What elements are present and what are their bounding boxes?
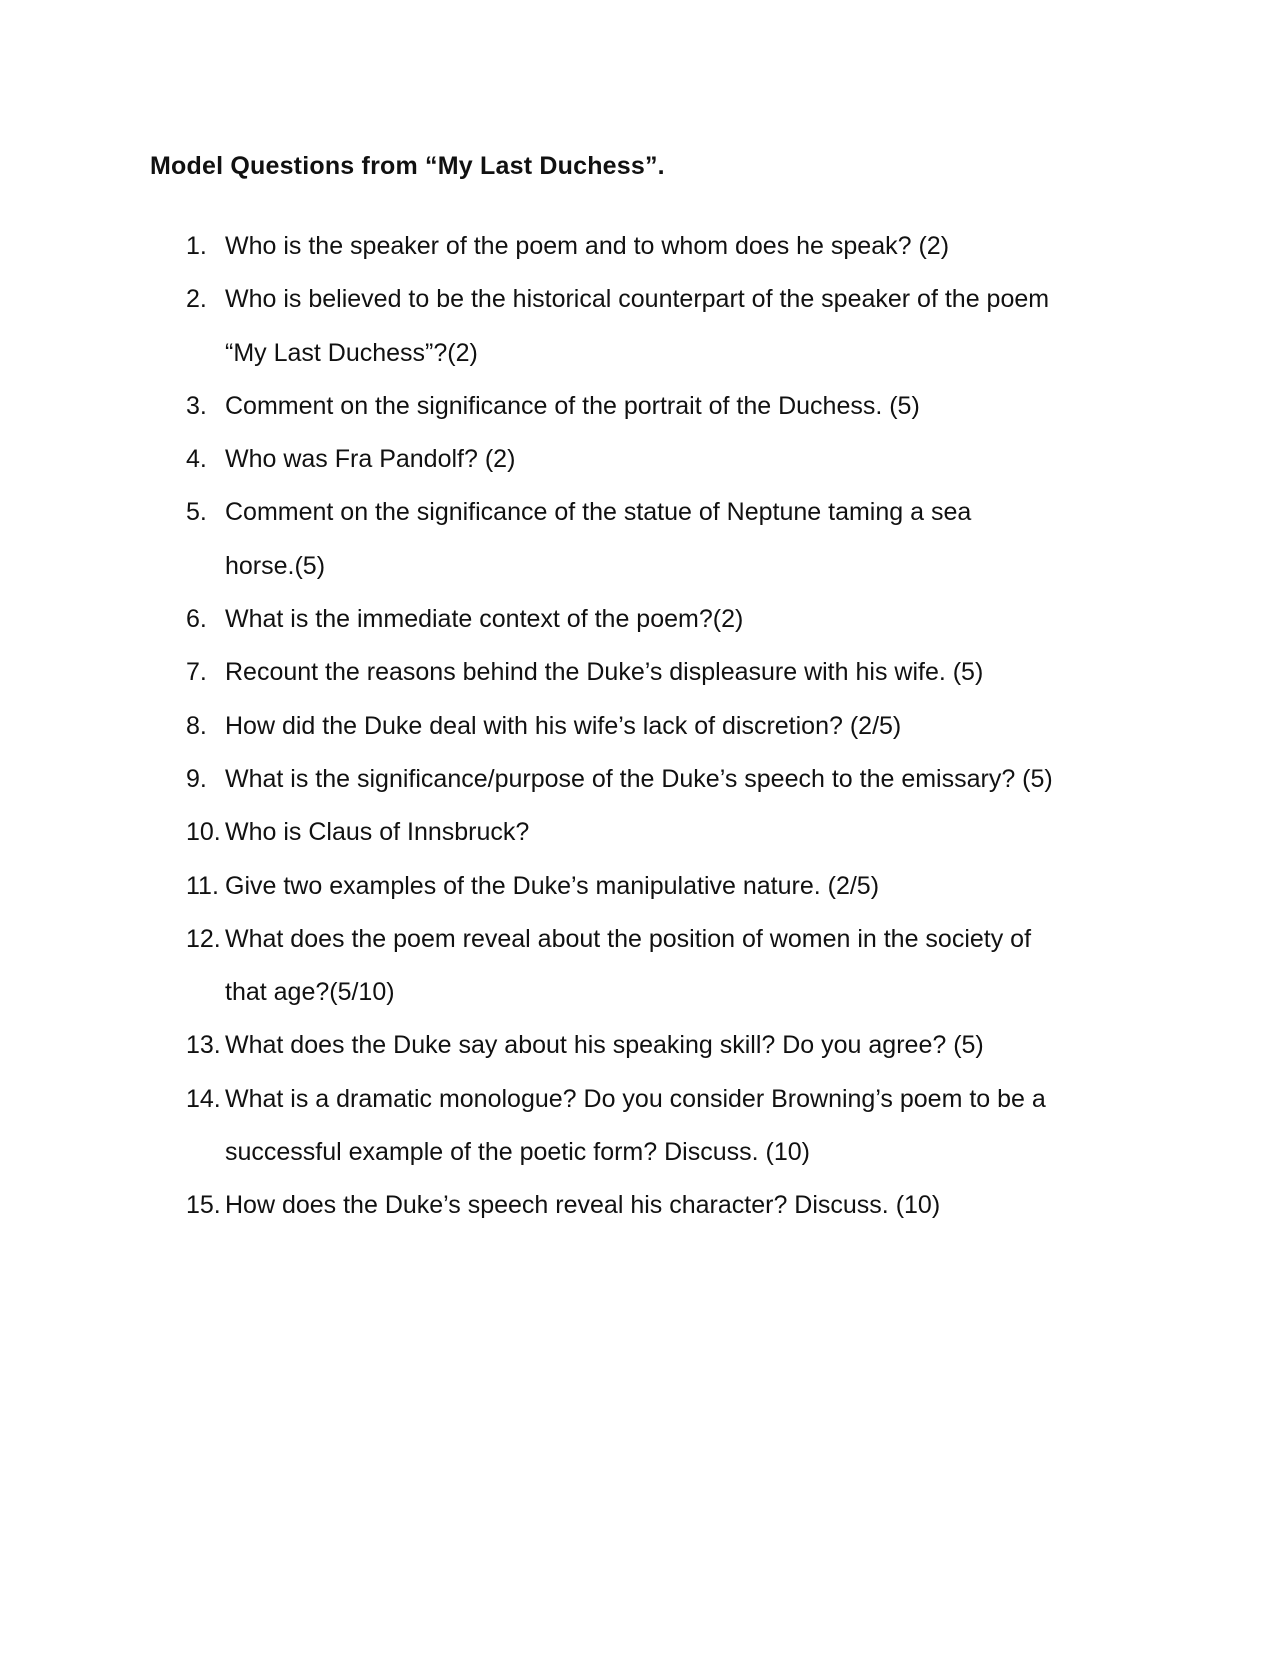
question-text: What is a dramatic monologue? Do you consider Browning’s poem to be a xyxy=(225,1084,1046,1113)
question-number: 3. xyxy=(186,391,207,420)
question-text: Who was Fra Pandolf? (2) xyxy=(225,445,516,474)
question-item xyxy=(186,913,1146,1020)
question-text: Comment on the significance of the portrait of the Duchess. (5) xyxy=(225,391,920,420)
question-item xyxy=(186,273,1146,380)
question-item xyxy=(186,700,1146,753)
question-list xyxy=(186,220,1146,1233)
question-number: 15. xyxy=(186,1191,221,1220)
question-item xyxy=(186,1019,1146,1072)
page-title: Model Questions from “My Last Duchess”. xyxy=(150,152,665,180)
question-item xyxy=(186,1179,1146,1232)
question-text: What does the Duke say about his speaking skill? Do you agree? (5) xyxy=(225,1031,984,1060)
question-text: Recount the reasons behind the Duke’s displeasure with his wife. (5) xyxy=(225,658,984,687)
question-text: Who is the speaker of the poem and to whom does he speak? (2) xyxy=(225,232,950,260)
question-item xyxy=(186,486,1146,593)
question-text: Who is Claus of Innsbruck? xyxy=(225,818,530,847)
question-text: What is the significance/purpose of the Duke’s speech to the emissary? (5) xyxy=(225,764,1053,793)
question-text: How did the Duke deal with his wife’s lack of discretion? (2/5) xyxy=(225,711,902,740)
question-number: 10. xyxy=(186,818,221,847)
question-number: 11. xyxy=(186,871,219,900)
question-item xyxy=(186,1073,1146,1180)
question-text: Give two examples of the Duke’s manipulative nature. (2/5) xyxy=(225,871,880,900)
question-text-continued: that age?(5/10) xyxy=(225,978,395,1007)
question-text-continued: horse.(5) xyxy=(225,551,326,580)
question-number: 14. xyxy=(186,1084,221,1113)
question-item xyxy=(186,593,1146,646)
question-item xyxy=(186,433,1146,486)
question-number: 2. xyxy=(186,285,207,314)
question-number: 12. xyxy=(186,924,221,953)
question-item xyxy=(186,860,1146,913)
question-number: 6. xyxy=(186,605,207,634)
question-number: 13. xyxy=(186,1031,221,1060)
question-text-continued: “My Last Duchess”?(2) xyxy=(225,338,478,367)
question-number: 4. xyxy=(186,445,207,474)
question-item xyxy=(186,806,1146,859)
question-text: What does the poem reveal about the position of women in the society of xyxy=(225,924,1032,953)
question-number: 7. xyxy=(186,658,207,687)
question-text: Comment on the significance of the statue of Neptune taming a sea xyxy=(225,498,972,527)
question-number: 5. xyxy=(186,498,207,527)
question-number: 1. xyxy=(186,232,207,260)
question-text-continued: successful example of the poetic form? Discuss. (10) xyxy=(225,1138,810,1167)
question-text: Who is believed to be the historical counterpart of the speaker of the poem xyxy=(225,285,1050,314)
question-number: 9. xyxy=(186,764,207,793)
question-text: What is the immediate context of the poem?(2) xyxy=(225,605,744,634)
question-item xyxy=(186,380,1146,433)
question-text: How does the Duke’s speech reveal his character? Discuss. (10) xyxy=(225,1191,941,1220)
question-item xyxy=(186,646,1146,699)
question-item xyxy=(186,220,1146,273)
question-item xyxy=(186,753,1146,806)
question-number: 8. xyxy=(186,711,207,740)
